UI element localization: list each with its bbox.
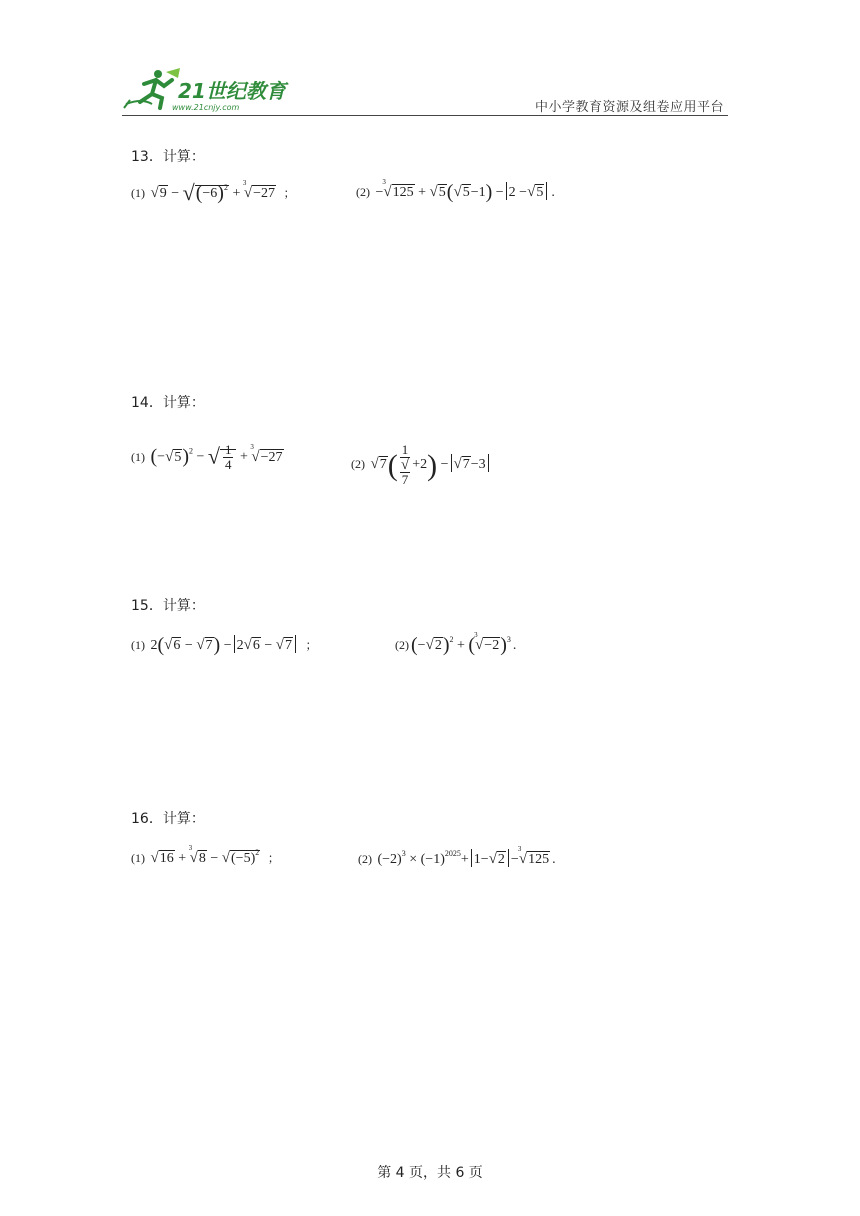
question-16-title: 16．计算： bbox=[131, 811, 205, 827]
svg-text:www.21cnjy.com: www.21cnjy.com bbox=[172, 103, 240, 112]
q16-part1: (1) √16 + 3 $√8 - √(-5)^2$ ； bbox=[131, 844, 280, 866]
q16-part2: (2) $(-2)^3 \times (-1)^{2025}+ 1-√2$ − 3 √125 . bbox=[358, 845, 556, 867]
question-15-title: 15．计算： bbox=[131, 598, 205, 614]
svg-text:21世纪教育: 21世纪教育 bbox=[178, 79, 286, 103]
question-13-title: 13．计算： bbox=[131, 149, 205, 165]
q15-part2: (2) $(-√2)^2$ + ( 3 √−2)$^3$ . bbox=[395, 631, 517, 656]
q14-part2: (2) √7( 1 √ 7 +2) − √7−3 bbox=[351, 443, 491, 487]
page-header bbox=[122, 64, 728, 116]
page-number: 第 4 页，共 6 页 bbox=[377, 1165, 483, 1181]
q13-part1: (1) $√9 - √(-6)^2$ + 3 √−27 ； bbox=[131, 179, 296, 205]
platform-title: 中小学教育资源及组卷应用平台 bbox=[534, 100, 724, 115]
q14-part1: (1) $(-√5)^2$ − √ $\frac{1}{4}$ + 3 √−27 bbox=[131, 442, 283, 472]
question-14-title: 14．计算： bbox=[131, 395, 205, 411]
q13-part2: (2) − 3 √125 + √5(√5−1) − 2 −√5 . bbox=[356, 178, 555, 203]
q15-part1: (1) 2(√6 − √7) − 2√6 − √7 ； bbox=[131, 634, 318, 656]
header-divider bbox=[122, 115, 728, 116]
logo bbox=[122, 64, 292, 116]
